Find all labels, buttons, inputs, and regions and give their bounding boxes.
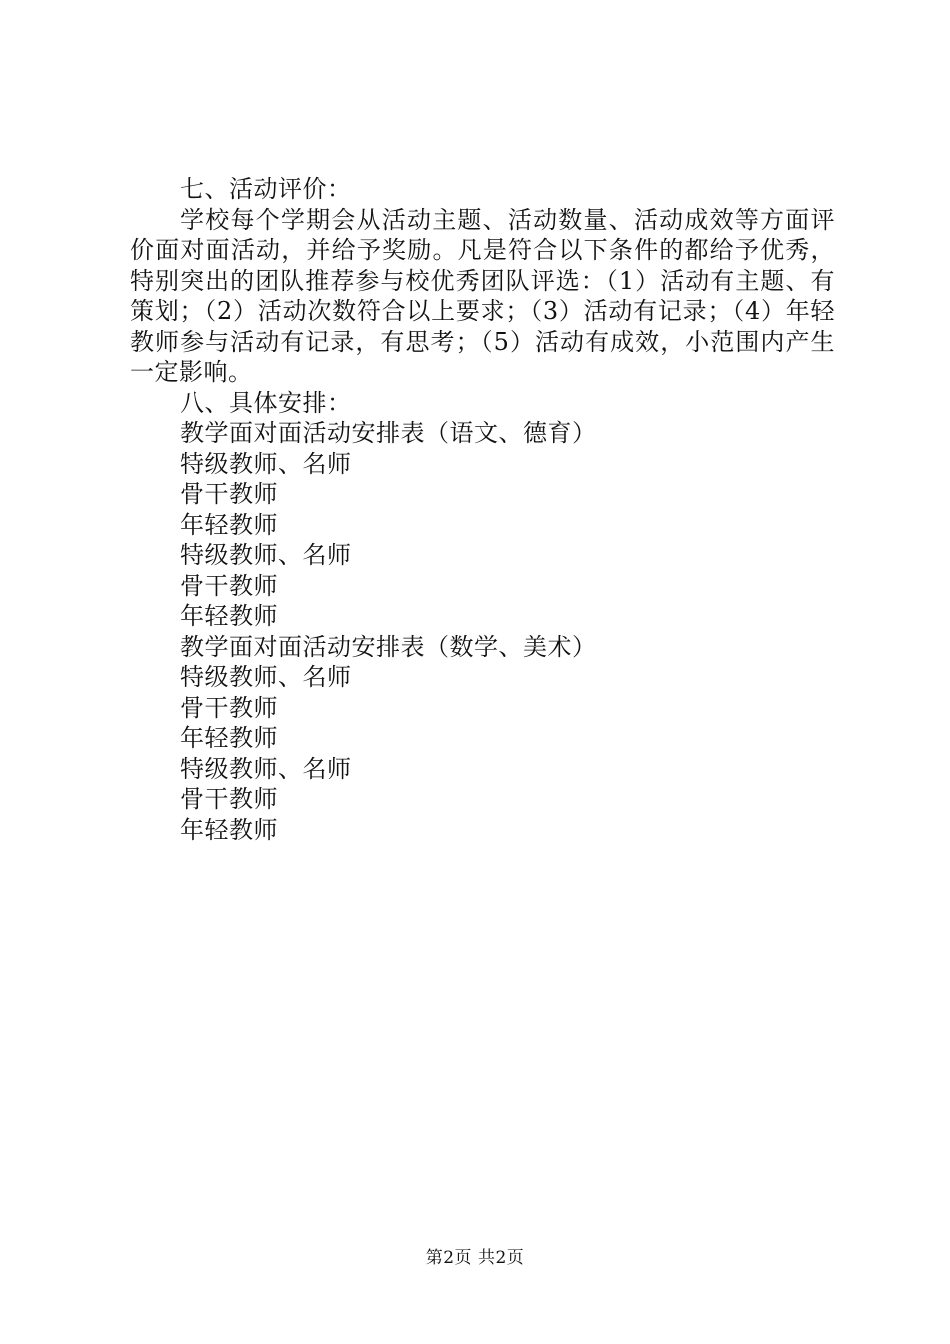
schedule-line: 年轻教师 — [180, 815, 278, 844]
section-7-paragraph: 学校每个学期会从活动主题、活动数量、活动成效等方面评价面对面活动，并给予奖励。凡是符合以下条件的都给予优秀，特别突出的团队推荐参与校优秀团队评选：（1）活动有主题、有策划；（2）活动次数符合以上要求；（3）活动有记录；（4）年轻教师参与活动有记录，有思考；（5）活动有成效，小范围内产生一定影响。 — [130, 205, 835, 386]
schedule-line: 特级教师、名师 — [180, 754, 352, 783]
section-7-heading: 七、活动评价： — [180, 175, 352, 203]
schedule-line: 骨干教师 — [180, 693, 278, 722]
schedule-line: 特级教师、名师 — [180, 663, 352, 691]
schedule-line: 年轻教师 — [180, 602, 278, 630]
schedule-line: 骨干教师 — [180, 785, 278, 813]
schedule-line: 骨干教师 — [180, 480, 278, 508]
schedule-table-title-math-art: 教学面对面活动安排表（数学、美术） — [180, 632, 597, 661]
schedule-line: 年轻教师 — [180, 724, 278, 752]
schedule-line: 特级教师、名师 — [180, 449, 352, 478]
schedule-table-title-chinese-moral: 教学面对面活动安排表（语文、德育） — [180, 419, 597, 447]
schedule-line: 骨干教师 — [180, 571, 278, 600]
document-body — [130, 174, 835, 845]
schedule-line: 年轻教师 — [180, 510, 278, 539]
page-footer: 第2页 共2页 — [425, 1248, 525, 1268]
section-8-heading: 八、具体安排： — [180, 388, 352, 417]
schedule-line: 特级教师、名师 — [180, 541, 352, 569]
